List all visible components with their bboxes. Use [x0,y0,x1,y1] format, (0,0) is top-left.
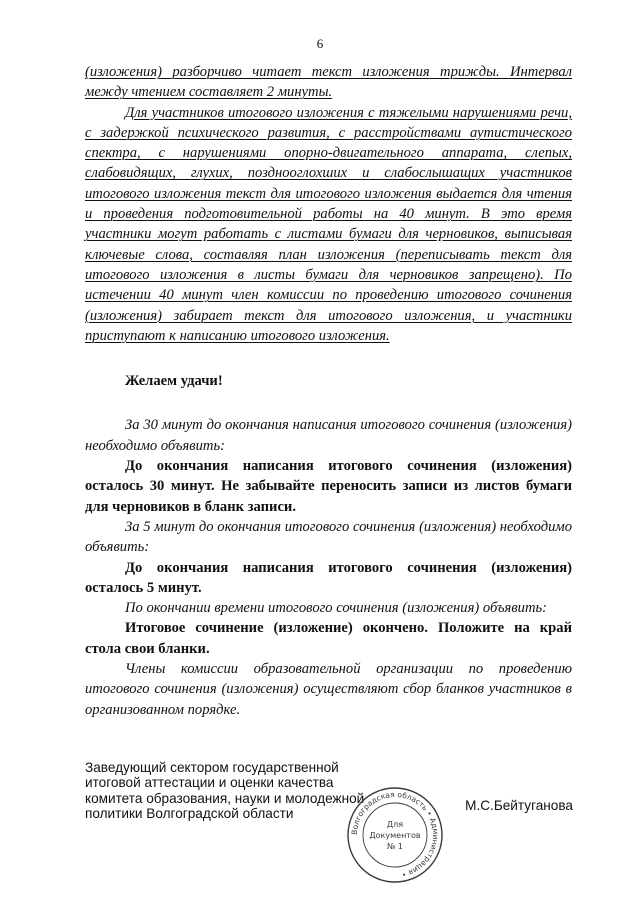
paragraph-30-min-instruction: За 30 минут до окончания написания итогового сочинения (изложения) необходимо объявить: [85,417,572,454]
announcement-30-min: До окончания написания итогового сочинения (изложения) осталось 30 минут. Не забывайте переносить записи из листов бумаги для черновиков в бланк записи. [85,458,572,515]
position-line: комитета образования, науки и молодежной [85,790,365,806]
paragraph-special-participants: Для участников итогового изложения с тяжелыми нарушениями речи, с задержкой психического развития, с расстройствами аутистического спектра, с нарушениями опорно-двигательного аппарата, слепых, слабовидящих, глухих, позднооглохших и слабослышащих участников итогового изложения текст для итогового изложения выдается для чтения и проведения подготовительной работы на 40 минут. В это время участники могут работать с листами бумаги для черновиков, выписывая ключевые слова, составляя план изложения (переписывать текст для итогового изложения в листы бумаги для черновиков запрещено). По истечении 40 минут член комиссии по проведению итогового сочинения (изложения) забирает текст для итогового изложения, и участники приступают к написанию итогового изложения. [85,104,572,344]
paragraph-reading-interval: (изложения) разборчиво читает текст изложения трижды. Интервал между чтением составляет 2 минуты. [85,64,572,101]
paragraph-5-min-instruction: За 5 минут до окончания итогового сочинения (изложения) необходимо объявить: [85,518,572,556]
paragraph-collection: Члены комиссии образовательной организации по проведению итогового сочинения (изложения) осуществляют сбор бланков участников в организованном порядке. [85,661,572,718]
seal-center-line: Для [386,820,404,829]
official-seal [345,785,445,885]
position-line: политики Волгоградской области [85,805,294,821]
document-body [85,62,572,720]
announcement-end: Итоговое сочинение (изложение) окончено. Положите на край стола свои бланки. [85,620,572,657]
announcement-5-min: До окончания написания итогового сочинения (изложения) осталось 5 минут. [85,559,572,596]
signatory-name: М.С.Бейтуганова [465,798,573,813]
seal-center-line: Документов [369,831,421,840]
seal-center-line: № 1 [387,842,403,851]
position-line: итоговой аттестации и оценки качества [85,775,334,791]
signature-block [85,760,573,820]
seal-ring-text: Волгоградская область • Администрация • [349,789,441,880]
good-luck-heading: Желаем удачи! [125,373,223,390]
page-number: 6 [316,36,324,51]
paragraph-end-instruction: По окончании времени итогового сочинения (изложения) объявить: [125,600,547,617]
position-line: Заведующий сектором государственной [85,760,339,775]
